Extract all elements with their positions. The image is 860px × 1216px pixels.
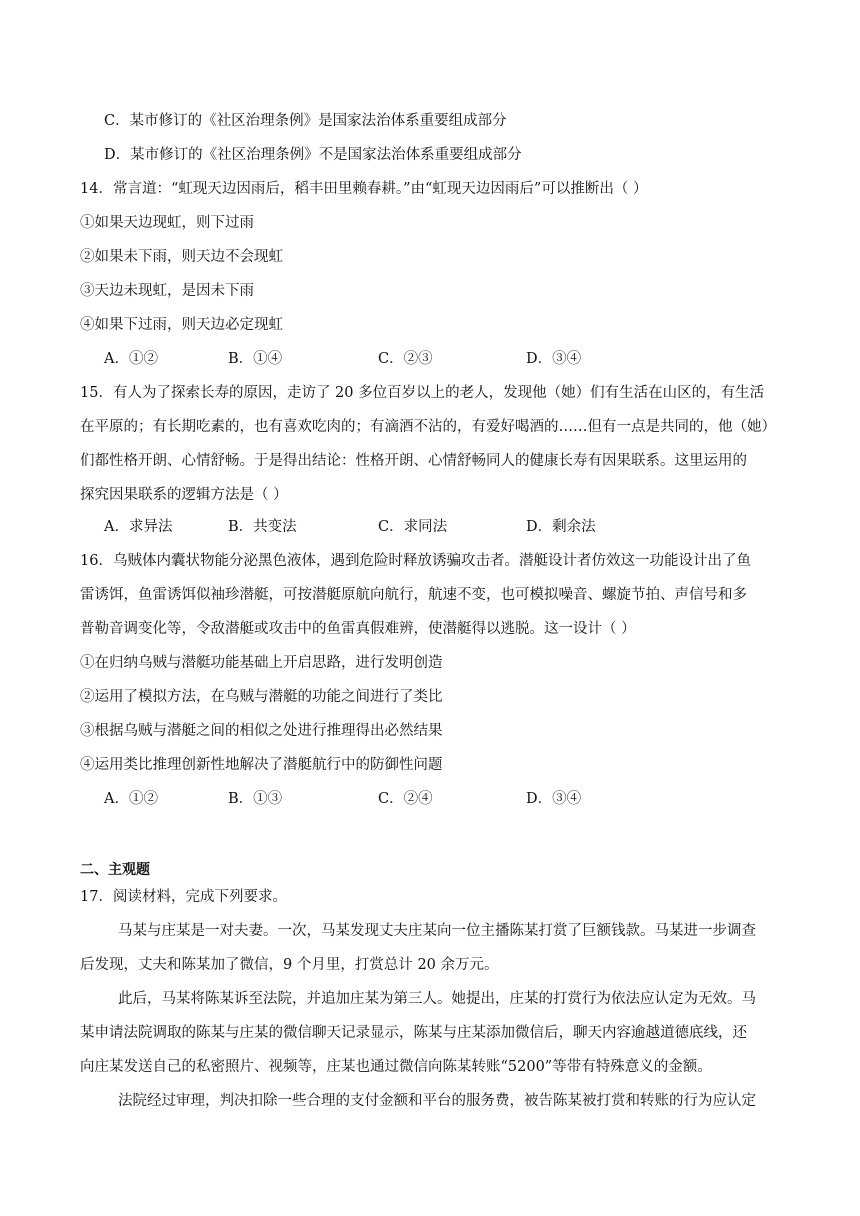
material-line-1: 马某与庄某是一对夫妻。一次，马某发现丈夫庄某向一位主播陈某打赏了巨额钱款。马某进一步调查 bbox=[118, 923, 756, 939]
q16-choice-a[interactable]: A．①② bbox=[104, 791, 158, 807]
q16-item-1: ①在归纳乌贼与潜艇功能基础上开启思路，进行发明创造 bbox=[80, 655, 443, 671]
q15-choice-b[interactable]: B．共变法 bbox=[228, 519, 297, 535]
q14-item-1: ①如果天边现虹，则下过雨 bbox=[80, 215, 254, 231]
q16-stem-line-1: 16．乌贼体内囊状物能分泌黑色液体，遇到危险时释放诱骗攻击者。潜艇设计者仿效这一功能设计出了鱼 bbox=[80, 553, 751, 569]
q16-stem-line-2: 雷诱饵，鱼雷诱饵似袖珍潜艇，可按潜艇原航向航行，航速不变，也可模拟噪音、螺旋节拍、声信号和多 bbox=[80, 587, 747, 603]
q16-choice-b[interactable]: B．①③ bbox=[228, 791, 283, 807]
q14-choice-d[interactable]: D．③④ bbox=[526, 351, 582, 367]
q16-item-4: ④运用类比推理创新性地解决了潜艇航行中的防御性问题 bbox=[80, 757, 443, 773]
q13-option-c: C．某市修订的《社区治理条例》是国家法治体系重要组成部分 bbox=[104, 113, 507, 129]
q16-stem-line-3: 普勒音调变化等，令敌潜艇或攻击中的鱼雷真假难辨，使潜艇得以逃脱。这一设计（ ） bbox=[80, 621, 636, 637]
q14-choice-c[interactable]: C．②③ bbox=[378, 351, 433, 367]
q14-choice-b[interactable]: B．①④ bbox=[228, 351, 283, 367]
material-line-6: 法院经过审理，判决扣除一些合理的支付金额和平台的服务费，被告陈某被打赏和转账的行为应认定 bbox=[118, 1093, 756, 1109]
q14-stem: 14．常言道：“虹现天边因雨后，稻丰田里赖春耕。”由“虹现天边因雨后”可以推断出（ ） bbox=[80, 181, 648, 197]
q16-item-3: ③根据乌贼与潜艇之间的相似之处进行推理得出必然结果 bbox=[80, 723, 443, 739]
q15-choice-a[interactable]: A．求异法 bbox=[104, 519, 173, 535]
q15-stem-line-1: 15．有人为了探索长寿的原因，走访了 20 多位百岁以上的老人，发现他（她）们有生活在山区的，有生活 bbox=[80, 385, 765, 401]
q15-choice-d[interactable]: D．剩余法 bbox=[526, 519, 596, 535]
q16-choice-d[interactable]: D．③④ bbox=[526, 791, 582, 807]
q15-stem-line-4: 探究因果联系的逻辑方法是（ ） bbox=[80, 487, 288, 503]
q16-choice-c[interactable]: C．②④ bbox=[378, 791, 433, 807]
material-line-3: 此后，马某将陈某诉至法院，并追加庄某为第三人。她提出，庄某的打赏行为依法应认定为无效。马 bbox=[118, 991, 756, 1007]
q17-stem: 17．阅读材料，完成下列要求。 bbox=[80, 889, 287, 905]
material-line-4: 某申请法院调取的陈某与庄某的微信聊天记录显示，陈某与庄某添加微信后，聊天内容逾越道德底线，还 bbox=[80, 1025, 747, 1041]
q16-item-2: ②运用了模拟方法，在乌贼与潜艇的功能之间进行了类比 bbox=[80, 689, 443, 705]
material-line-2: 后发现，丈夫和陈某加了微信，9 个月里，打赏总计 20 余万元。 bbox=[80, 957, 499, 973]
q15-choice-c[interactable]: C．求同法 bbox=[378, 519, 448, 535]
q14-item-3: ③天边未现虹，是因未下雨 bbox=[80, 283, 254, 299]
q14-choice-a[interactable]: A．①② bbox=[104, 351, 158, 367]
q15-stem-line-2: 在平原的；有长期吃素的，也有喜欢吃肉的；有滴酒不沾的，有爱好喝酒的……但有一点是共同的，他（她） bbox=[80, 419, 776, 435]
q14-item-2: ②如果未下雨，则天边不会现虹 bbox=[80, 249, 283, 265]
q14-item-4: ④如果下过雨，则天边必定现虹 bbox=[80, 317, 283, 333]
q13-option-d: D．某市修订的《社区治理条例》不是国家法治体系重要组成部分 bbox=[104, 147, 522, 163]
q15-stem-line-3: 们都性格开朗、心情舒畅。于是得出结论：性格开朗、心情舒畅同人的健康长寿有因果联系。这里运用的 bbox=[80, 453, 747, 469]
section-title: 二、主观题 bbox=[80, 862, 150, 878]
material-line-5: 向庄某发送自己的私密照片、视频等，庄某也通过微信向陈某转账“5200”等带有特殊意义的金额。 bbox=[80, 1059, 712, 1075]
